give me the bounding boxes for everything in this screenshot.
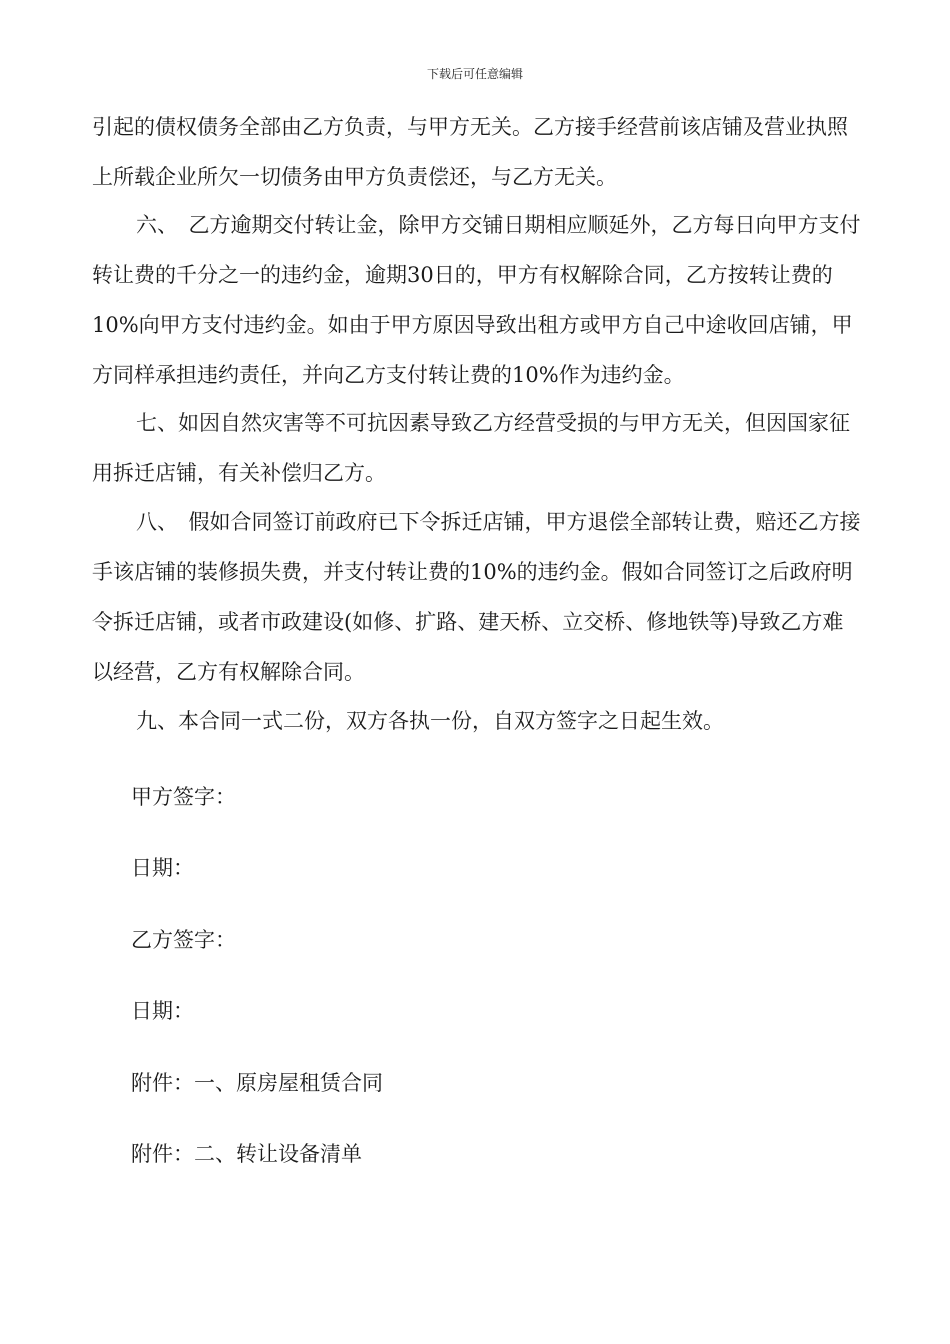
clause-paragraph-debts: 引起的债权债务全部由乙方负责，与甲方无关。乙方接手经营前该店铺及营业执照上所载企业所欠一切债务由甲方负责偿还，与乙方无关。 [92, 115, 848, 189]
attachment-lease-contract: 附件：一、原房屋租赁合同 [131, 1071, 383, 1095]
party-b-date-label: 日期： [131, 999, 194, 1023]
attachment-equipment-list: 附件：二、转让设备清单 [131, 1142, 362, 1166]
party-b-signature-label: 乙方签字： [131, 928, 236, 952]
party-a-date-label: 日期： [131, 856, 194, 880]
clause-six-paragraph: 六、 乙方逾期交付转让金，除甲方交铺日期相应顺延外，乙方每日向甲方支付转让费的千分之一的违约金，逾期30日的，甲方有权解除合同，乙方按转让费的10%向甲方支付违约金。如由于甲方原因导致出租方或甲方自己中途收回店铺，甲方同样承担违约责任，并向乙方支付转让费的10%作为违约金。 [92, 213, 861, 387]
clause-nine-paragraph: 九、本合同一式二份，双方各执一份，自双方签字之日起生效。 [136, 709, 724, 733]
page-header: 下载后可任意编辑 [426, 67, 523, 81]
clause-seven-paragraph: 七、如因自然灾害等不可抗因素导致乙方经营受损的与甲方无关，但因国家征用拆迁店铺，有关补偿归乙方。 [92, 411, 850, 485]
party-a-signature-label: 甲方签字： [131, 785, 236, 809]
clause-eight-paragraph: 八、 假如合同签订前政府已下令拆迁店铺，甲方退偿全部转让费，赔还乙方接手该店铺的装修损失费，并支付转让费的10%的违约金。假如合同签订之后政府明令拆迁店铺，或者市政建设(如修、扩路、建天桥、立交桥、修地铁等)导致乙方难以经营，乙方有权解除合同。 [92, 510, 861, 684]
